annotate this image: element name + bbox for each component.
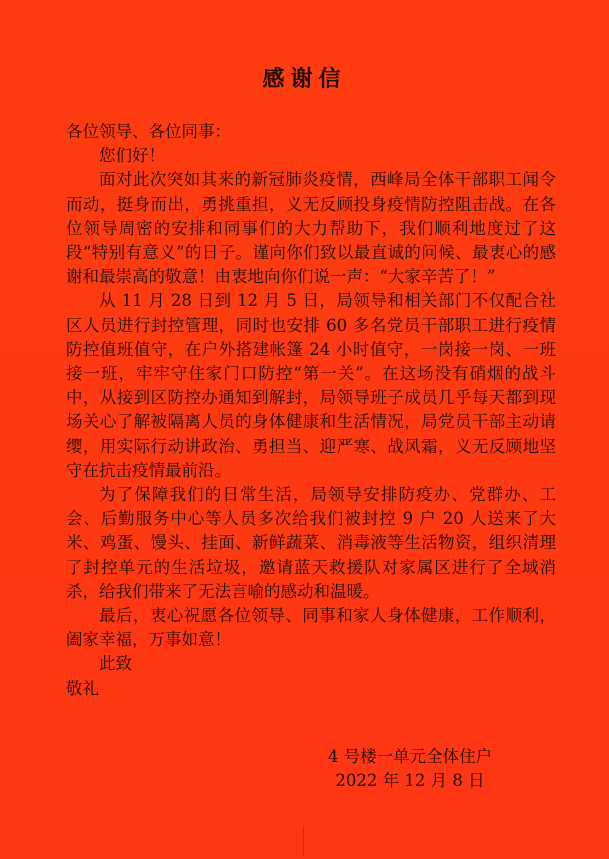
signature-block [290,745,530,793]
letter-title: 感谢信 [262,66,347,92]
paragraph-4: 最后，衷心祝愿各位领导、同事和家人身体健康，工作顺利，阖家幸福，万事如意！ [66,606,556,650]
closing: 此致 [99,654,132,674]
fold-mark [303,826,304,856]
salutation: 各位领导、各位同事： [66,122,231,141]
paragraph-1: 面对此次突如其来的新冠肺炎疫情，西峰局全体干部职工闻令而动，挺身而出，勇挑重担，义无反顾投身疫情防控阻击战。在各位领导周密的安排和同事们的大力帮助下，我们顺利地度过了这段“特别有意义”的日子。谨向你们致以最直诚的问候、最衷心的感谢和最崇高的敬意！由衷地向你们说一声：“大家辛苦了！” [66,170,556,287]
signature-date: 2022 年 12 月 8 日 [335,771,485,790]
paragraph-3: 为了保障我们的日常生活，局领导安排防疫办、党群办、工会、后勤服务中心等人员多次给我们被封控 9 户 20 人送来了大米、鸡蛋、馒头、挂面、新鲜蔬菜、消毒液等生活物资，组织清理了封控单元的生活垃圾，邀请蓝天救援队对家属区进行了全域消杀，给我们带来了无法言喻的感动和温暖。 [66,485,556,601]
signature-sender: 4 号楼一单元全体住户 [327,747,493,766]
greeting: 您们好！ [99,146,165,166]
paragraph-2: 从 11 月 28 日到 12 月 5 日，局领导和相关部门不仅配合社区人员进行封控管理，同时也安排 60 多名党员干部职工进行疫情防控值班值守，在户外搭建帐篷 24 小时值守，一岗接一岗、一班接一班，牢牢守住家门口防控“第一关”。在这场没有硝烟的战斗中，从接到区防控办通知到解封，局领导班子成员几乎每天都到现场关心了解被隔离人员的身体健康和生活情况，局党员干部主动请缨，用实际行动讲政治、勇担当、迎严寒、战风霜，义无反顾地坚守在抗击疫情最前沿。 [66,291,556,480]
letter-body [66,120,556,701]
regards: 敬礼 [66,678,99,698]
